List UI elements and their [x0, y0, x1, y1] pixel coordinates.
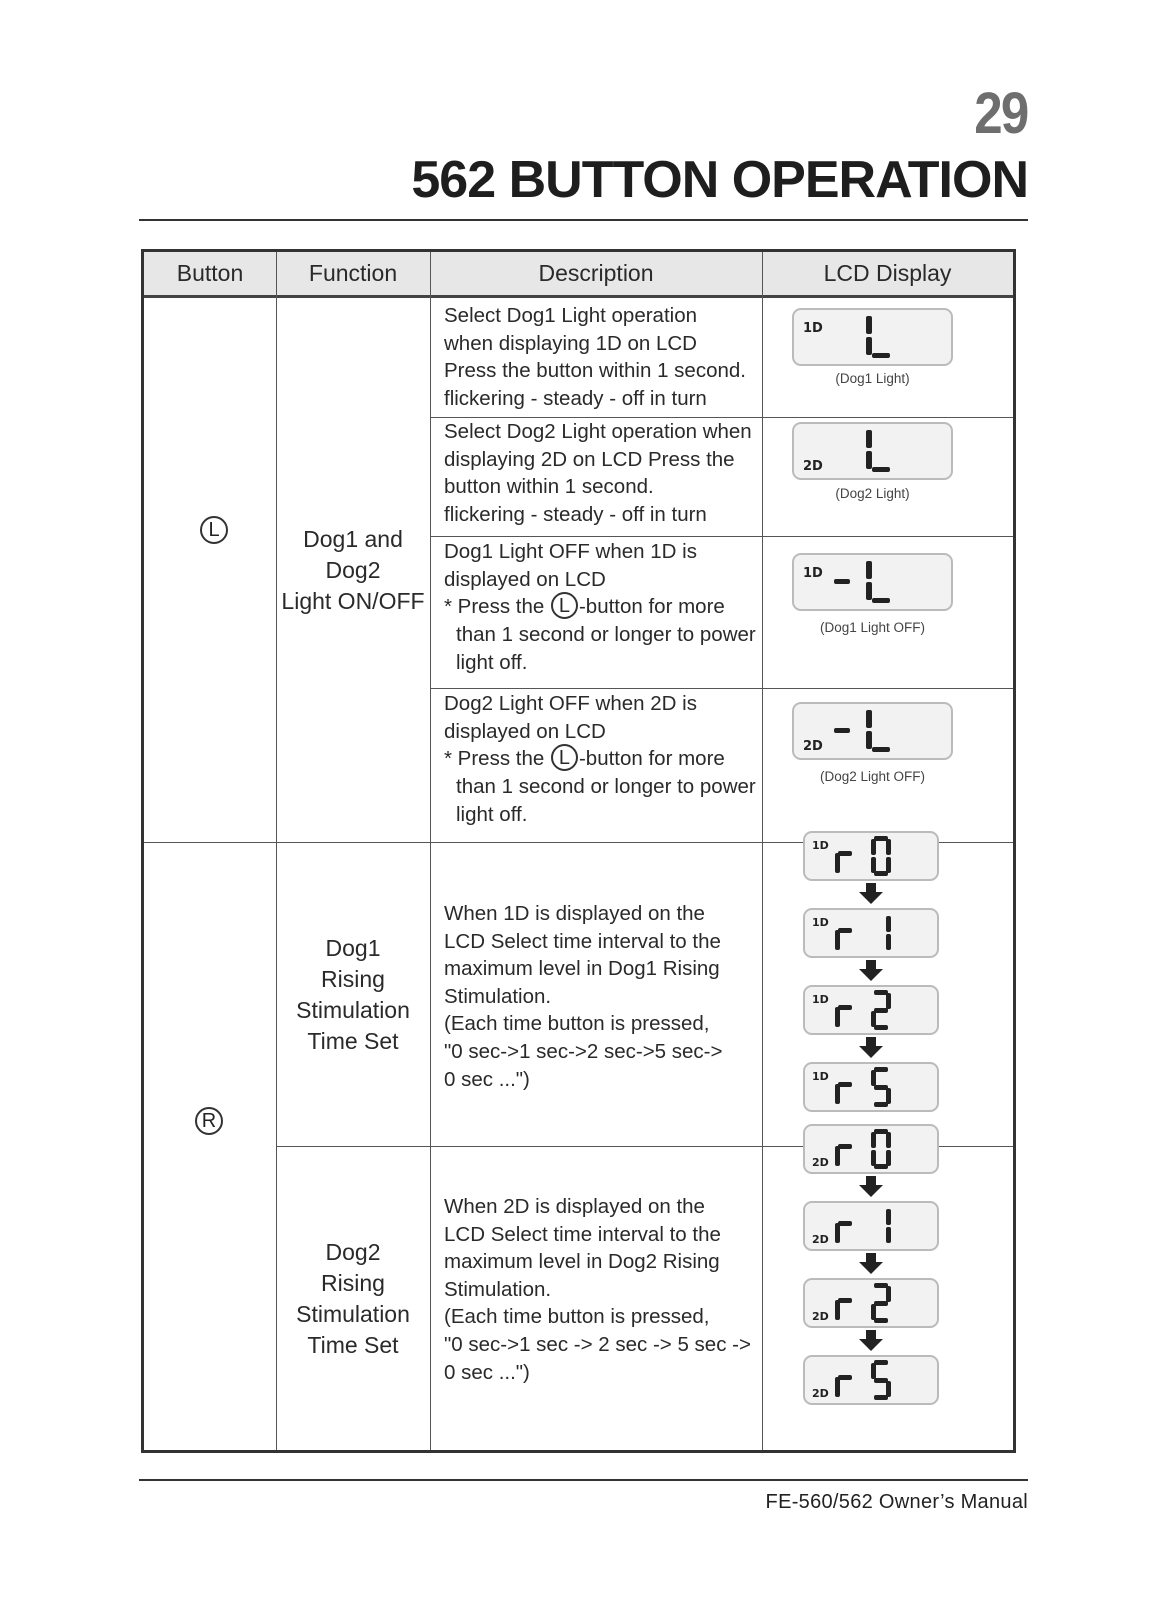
lcd-segment	[886, 1088, 891, 1104]
function-line: Dog2	[325, 556, 381, 583]
lcd-segment	[835, 930, 840, 950]
l-button-inline-icon: L	[551, 744, 578, 771]
lcd-segment	[834, 728, 850, 733]
description-line: 0 sec ...")	[444, 1360, 530, 1384]
lcd-display-graphic	[805, 1357, 937, 1403]
lcd-display-graphic	[794, 555, 951, 609]
description-line: Stimulation.	[444, 984, 552, 1008]
lcd-segment	[874, 1025, 888, 1030]
lcd-tag: 1D	[812, 993, 829, 1006]
description-line: 0 sec ...")	[444, 1067, 530, 1091]
lcd-segment	[838, 1221, 852, 1226]
lcd-tag: 1D	[803, 321, 823, 336]
lcd-segment	[874, 1067, 888, 1072]
lcd-segment	[866, 710, 872, 728]
lcd-stimulation-r0	[803, 1124, 939, 1174]
lcd-segment	[838, 928, 852, 933]
lcd-display-graphic	[794, 424, 951, 478]
lcd-tag: 1D	[812, 916, 829, 929]
description-dog1-rising-stimulation	[444, 900, 769, 1093]
lcd-segment	[866, 430, 872, 448]
description-dog2-rising-stimulation	[444, 1193, 769, 1386]
lcd-segment	[874, 1085, 888, 1090]
description-line: When 2D is displayed on the	[444, 1195, 705, 1218]
function-light-on-off	[276, 298, 430, 842]
lcd-segment	[866, 451, 872, 469]
lcd-segment	[838, 1005, 852, 1010]
description-line: (Each time button is pressed,	[444, 1012, 710, 1036]
lcd-display-graphic	[805, 910, 937, 956]
description-line: than 1 second or longer to power	[456, 623, 756, 647]
page-number: 29	[974, 81, 1028, 146]
description-line: light off.	[456, 802, 528, 826]
lcd-segment	[835, 1007, 840, 1027]
lcd-segment	[886, 1209, 891, 1225]
description-line: Stimulation.	[444, 1277, 552, 1301]
arrow-shape	[859, 1330, 883, 1351]
lcd-stimulation-r2	[803, 1278, 939, 1328]
lcd-segment	[872, 353, 890, 358]
lcd-display-graphic	[794, 704, 951, 758]
arrow-down-icon	[858, 1253, 884, 1275]
arrow-shape	[859, 1253, 883, 1274]
description-line: button within 1 second.	[444, 475, 654, 499]
lcd-segment	[874, 1164, 888, 1169]
lcd-segment	[871, 1132, 876, 1148]
description-line: maximum level in Dog1 Rising	[444, 957, 720, 981]
description-line: light off.	[456, 650, 528, 674]
r-button-icon: R	[195, 1107, 223, 1135]
header-button: Button	[176, 260, 244, 286]
lcd-stimulation-r5	[803, 1355, 939, 1405]
function-dog2-rising-stimulation	[276, 1147, 430, 1450]
lcd-display-graphic	[805, 1203, 937, 1249]
lcd-segment	[871, 857, 876, 873]
lcd-segment	[866, 731, 872, 749]
lcd-segment	[835, 1148, 840, 1162]
description-line: flickering - steady - off in turn	[444, 502, 707, 526]
lcd-segment	[871, 1011, 876, 1027]
function-line: Stimulation	[296, 1300, 410, 1327]
lcd-segment	[886, 1381, 891, 1397]
description-line: Dog1 Light OFF when 1D is	[444, 540, 697, 563]
lcd-segment	[838, 1298, 852, 1303]
lcd-stimulation-r0	[803, 831, 939, 881]
arrow-shape	[859, 883, 883, 904]
function-line: Rising	[321, 1269, 385, 1296]
lcd-tag: 2D	[803, 459, 823, 474]
arrow-shape	[859, 960, 883, 981]
lcd-segment	[886, 1286, 891, 1302]
lcd-tag: 2D	[812, 1233, 829, 1246]
description-line: Dog2 Light OFF when 2D is	[444, 692, 697, 715]
lcd-tag: 1D	[812, 839, 829, 852]
lcd-segment	[874, 1378, 888, 1383]
function-line: Rising	[321, 965, 385, 992]
description-dog1-light-off	[444, 538, 769, 676]
lcd-segment	[874, 1283, 888, 1288]
description-line: When 1D is displayed on the	[444, 902, 705, 925]
button-operation-table	[141, 249, 1016, 1453]
lcd-segment	[871, 1363, 876, 1379]
lcd-segment	[886, 1227, 891, 1243]
lcd-segment	[874, 1301, 888, 1306]
lcd-display-graphic	[805, 1064, 937, 1110]
header-function: Function	[308, 260, 398, 286]
lcd-dog1-light-off	[792, 553, 953, 611]
lcd-segment	[835, 853, 840, 873]
description-line: Select Dog1 Light operation	[444, 304, 698, 327]
description-dog1-light	[444, 302, 769, 412]
description-dog2-light	[444, 418, 769, 528]
lcd-segment	[874, 1102, 888, 1107]
lcd-segment	[886, 857, 891, 873]
lcd-segment	[838, 1082, 852, 1087]
press-suffix: -button for more	[578, 747, 725, 771]
lcd-segment	[874, 1008, 888, 1013]
description-line: than 1 second or longer to power	[456, 775, 756, 799]
lcd-caption: (Dog1 Light OFF)	[819, 620, 926, 635]
lcd-tag: 1D	[812, 1070, 829, 1083]
description-line: maximum level in Dog2 Rising	[444, 1250, 720, 1274]
arrow-shape	[859, 1176, 883, 1197]
description-line: displayed on LCD	[444, 719, 606, 743]
lcd-segment	[872, 598, 890, 603]
lcd-segment	[874, 871, 888, 876]
function-line: Dog1	[325, 934, 381, 961]
lcd-display-graphic	[794, 310, 951, 364]
description-line: "0 sec->1 sec->2 sec->5 sec->	[444, 1039, 723, 1063]
function-line: Stimulation	[296, 996, 410, 1023]
press-prefix: * Press the	[444, 595, 550, 619]
lcd-tag: 2D	[812, 1387, 829, 1400]
lcd-segment	[835, 1379, 840, 1393]
lcd-caption: (Dog2 Light)	[835, 486, 910, 501]
description-line: LCD Select time interval to the	[444, 1222, 721, 1246]
function-line: Dog1 and	[303, 525, 403, 552]
description-line: LCD Select time interval to the	[444, 929, 721, 953]
lcd-dog1-light	[792, 308, 953, 366]
function-line: Time Set	[307, 1331, 399, 1358]
lcd-segment	[871, 1150, 876, 1166]
lcd-segment	[874, 990, 888, 995]
page-title: 562 BUTTON OPERATION	[411, 151, 1028, 209]
lcd-segment	[838, 851, 852, 856]
lcd-caption: (Dog1 Light)	[835, 371, 910, 386]
lcd-tag: 1D	[803, 566, 823, 581]
column-divider	[430, 252, 431, 1450]
arrow-shape	[859, 1037, 883, 1058]
lcd-tag: 2D	[812, 1156, 829, 1169]
lcd-segment	[838, 1375, 852, 1380]
arrow-down-icon	[858, 883, 884, 905]
function-line: Dog2	[325, 1238, 381, 1265]
description-dog2-light-off	[444, 690, 769, 828]
lcd-segment	[874, 1360, 888, 1365]
lcd-segment	[886, 1150, 891, 1166]
description-line: when displaying 1D on LCD	[444, 331, 697, 355]
header-description: Description	[538, 260, 654, 286]
arrow-down-icon	[858, 1330, 884, 1352]
lcd-segment	[886, 839, 891, 855]
description-line: displayed on LCD	[444, 567, 606, 591]
description-line: Press the button within 1 second.	[444, 359, 746, 383]
lcd-segment	[872, 467, 890, 472]
lcd-segment	[886, 916, 891, 932]
arrow-down-icon	[858, 1037, 884, 1059]
lcd-display-graphic	[805, 987, 937, 1033]
description-line: Select Dog2 Light operation when	[444, 420, 752, 443]
lcd-segment	[835, 1084, 840, 1104]
function-line: Time Set	[307, 1027, 399, 1054]
lcd-stimulation-r1	[803, 1201, 939, 1251]
description-line: "0 sec->1 sec -> 2 sec -> 5 sec ->	[444, 1332, 751, 1356]
description-line: displaying 2D on LCD Press the	[444, 447, 735, 471]
lcd-display-graphic	[805, 833, 937, 879]
lcd-segment	[866, 337, 872, 355]
title-divider	[139, 219, 1028, 221]
press-prefix: * Press the	[444, 747, 550, 771]
lcd-stimulation-r1	[803, 908, 939, 958]
lcd-display-graphic	[805, 1126, 937, 1172]
lcd-segment	[871, 1304, 876, 1320]
lcd-caption: (Dog2 Light OFF)	[819, 769, 926, 784]
lcd-segment	[874, 1129, 888, 1134]
description-line: (Each time button is pressed,	[444, 1305, 710, 1329]
lcd-segment	[886, 1132, 891, 1148]
lcd-stimulation-r5	[803, 1062, 939, 1112]
lcd-dog2-light-off	[792, 702, 953, 760]
lcd-segment	[886, 993, 891, 1009]
lcd-tag: 2D	[812, 1310, 829, 1323]
lcd-segment	[834, 579, 850, 584]
lcd-segment	[866, 316, 872, 334]
lcd-stimulation-r2	[803, 985, 939, 1035]
lcd-segment	[872, 747, 890, 752]
arrow-down-icon	[858, 960, 884, 982]
lcd-dog2-light	[792, 422, 953, 480]
lcd-segment	[886, 934, 891, 950]
l-button-icon: L	[200, 516, 228, 544]
lcd-segment	[835, 1225, 840, 1239]
description-press-line	[444, 745, 769, 773]
row-divider	[430, 688, 1013, 689]
lcd-segment	[874, 836, 888, 841]
lcd-segment	[835, 1302, 840, 1316]
lcd-segment	[874, 1318, 888, 1323]
arrow-down-icon	[858, 1176, 884, 1198]
lcd-segment	[866, 561, 872, 579]
lcd-segment	[866, 582, 872, 600]
description-line: flickering - steady - off in turn	[444, 386, 707, 410]
row-divider	[430, 536, 1013, 537]
lcd-display-graphic	[805, 1280, 937, 1326]
header-divider	[144, 295, 1013, 298]
press-suffix: -button for more	[578, 595, 725, 619]
lcd-segment	[874, 1395, 888, 1400]
function-dog1-rising-stimulation	[276, 843, 430, 1146]
l-button-inline-icon: L	[551, 592, 578, 619]
description-press-line	[444, 593, 769, 621]
lcd-segment	[871, 839, 876, 855]
footer-divider	[139, 1479, 1028, 1481]
lcd-segment	[871, 1070, 876, 1086]
lcd-segment	[838, 1144, 852, 1149]
header-lcd-display: LCD Display	[823, 260, 952, 286]
footer-manual-title: FE-560/562 Owner’s Manual	[765, 1491, 1028, 1513]
lcd-tag: 2D	[803, 739, 823, 754]
function-line: Light ON/OFF	[281, 587, 425, 614]
